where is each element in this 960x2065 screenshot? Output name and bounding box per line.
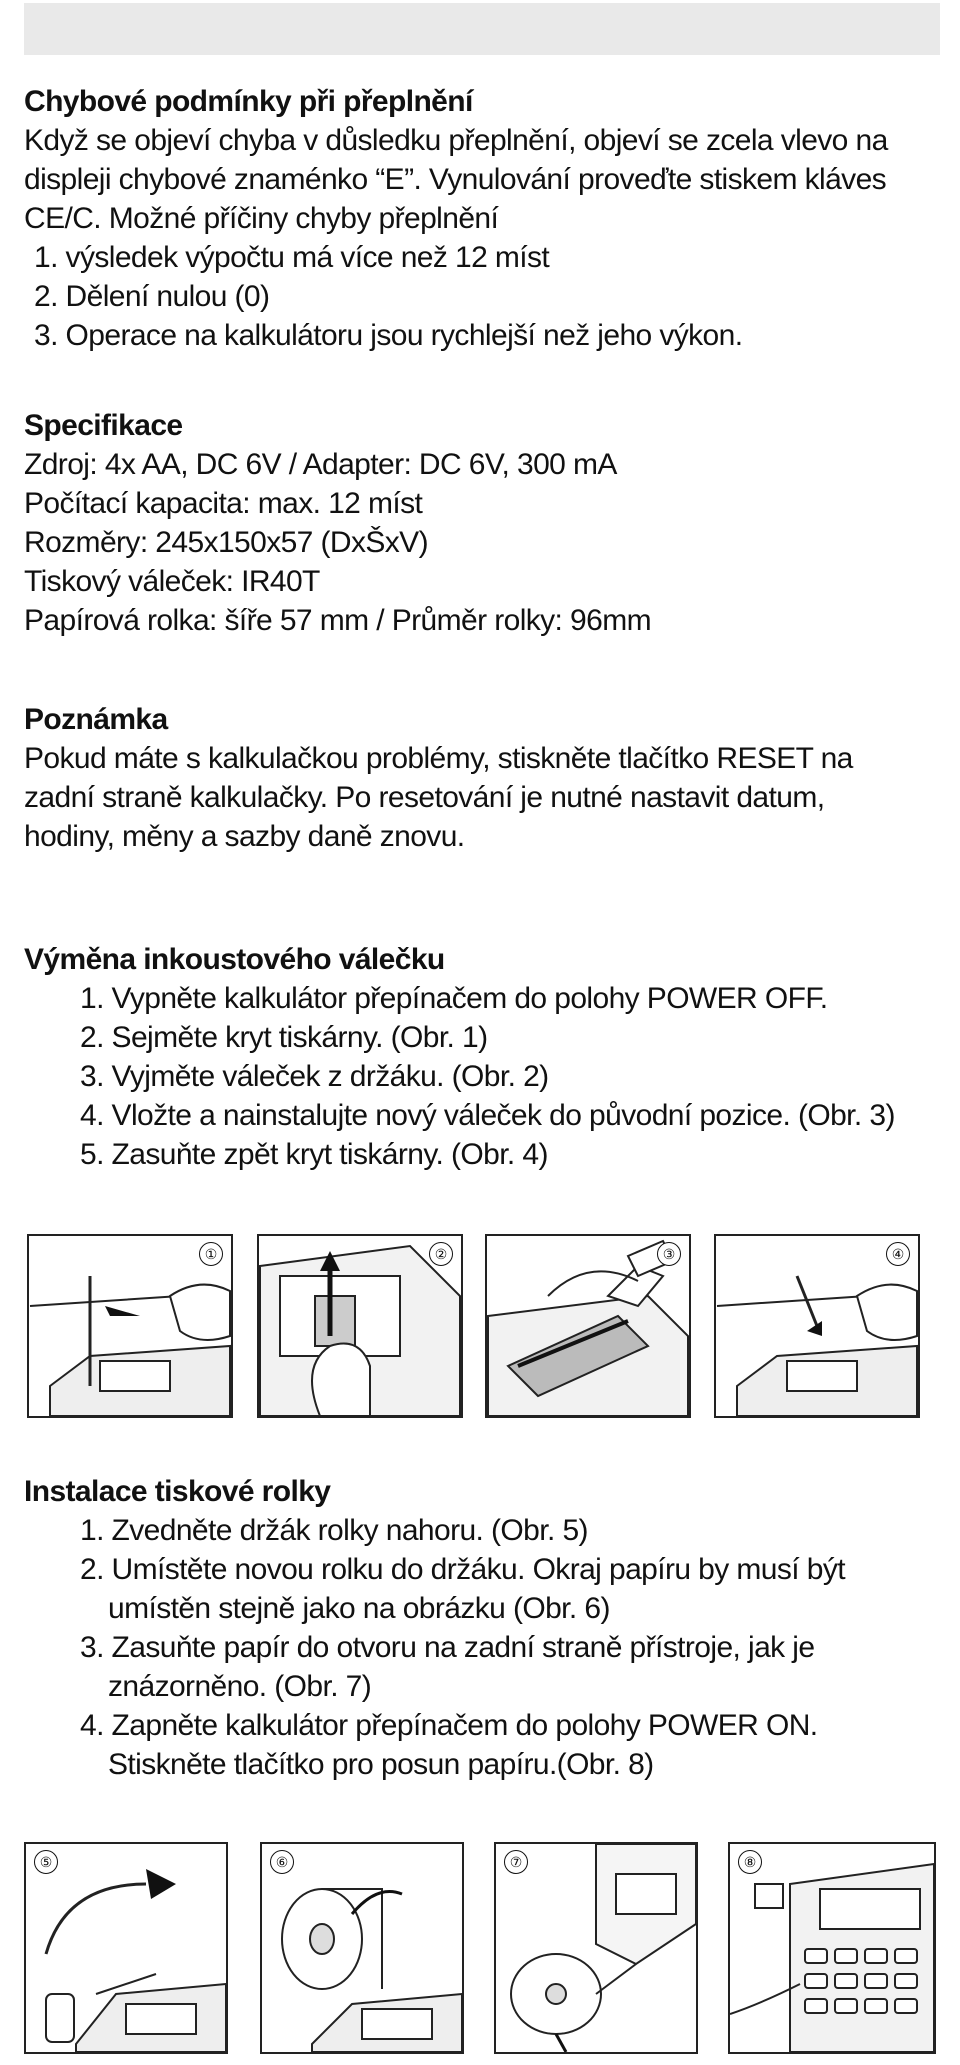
roller-insert-illustration	[487, 1236, 689, 1416]
paragraph-line: CE/C. Možné příčiny chyby přeplnění	[24, 202, 499, 235]
paragraph-line: Když se objeví chyba v důsledku přeplnění, objeví se zcela vlevo na	[24, 124, 888, 157]
spec-line: Počítací kapacita: max. 12 míst	[24, 487, 423, 520]
figure-7	[494, 1842, 698, 2054]
figure-number: ⑧	[738, 1850, 762, 1874]
section-title: Chybové podmínky při přeplnění	[24, 85, 473, 118]
figure-4	[714, 1234, 920, 1418]
figure-3	[485, 1234, 691, 1418]
figure-number: ①	[199, 1242, 223, 1266]
paragraph-line: hodiny, měny a sazby daně znovu.	[24, 820, 465, 853]
section-title: Instalace tiskové rolky	[24, 1475, 331, 1508]
step-item-continued: znázorněno. (Obr. 7)	[108, 1670, 372, 1703]
roll-placement-illustration	[262, 1844, 462, 2052]
step-item: 1. Zvedněte držák rolky nahoru. (Obr. 5)	[80, 1514, 588, 1547]
figure-6	[260, 1842, 464, 2054]
list-item: 2. Dělení nulou (0)	[34, 280, 270, 313]
cover-close-illustration	[716, 1236, 918, 1416]
paragraph-line: Pokud máte s kalkulačkou problémy, stiskněte tlačítko RESET na	[24, 742, 853, 775]
overflow-section	[24, 82, 944, 355]
ink-roller-section	[24, 940, 944, 1174]
step-item: 5. Zasuňte zpět kryt tiskárny. (Obr. 4)	[80, 1138, 548, 1171]
step-item: 4. Vložte a nainstalujte nový váleček do původní pozice. (Obr. 3)	[80, 1099, 895, 1132]
spec-line: Papírová rolka: šíře 57 mm / Průměr rolky: 96mm	[24, 604, 651, 637]
step-item: 3. Zasuňte papír do otvoru na zadní straně přístroje, jak je	[80, 1631, 815, 1664]
paper-feed-illustration	[496, 1844, 696, 2052]
specs-section	[24, 406, 944, 640]
spec-line: Rozměry: 245x150x57 (DxŠxV)	[24, 526, 428, 559]
figure-number: ②	[429, 1242, 453, 1266]
paragraph-line: displeji chybové znaménko “E”. Vynulování proveďte stiskem kláves	[24, 163, 887, 196]
figure-number: ⑥	[270, 1850, 294, 1874]
list-item: 1. výsledek výpočtu má více než 12 míst	[34, 241, 550, 274]
figure-number: ③	[657, 1242, 681, 1266]
roll-holder-illustration	[26, 1844, 226, 2052]
figure-8	[728, 1842, 936, 2054]
calculator-cover-illustration	[29, 1236, 231, 1416]
power-on-keypad-illustration	[730, 1844, 934, 2052]
step-item: 2. Sejměte kryt tiskárny. (Obr. 1)	[80, 1021, 488, 1054]
paper-roll-section	[24, 1472, 944, 1784]
spec-line: Zdroj: 4x AA, DC 6V / Adapter: DC 6V, 300 mA	[24, 448, 617, 481]
step-item: 1. Vypněte kalkulátor přepínačem do polohy POWER OFF.	[80, 982, 828, 1015]
figure-1	[27, 1234, 233, 1418]
section-title: Specifikace	[24, 409, 183, 442]
list-item: 3. Operace na kalkulátoru jsou rychlejší než jeho výkon.	[34, 319, 743, 352]
header-bar	[24, 3, 940, 55]
paragraph-line: zadní straně kalkulačky. Po resetování je nutné nastavit datum,	[24, 781, 825, 814]
figure-5	[24, 1842, 228, 2054]
section-title: Výměna inkoustového válečku	[24, 943, 445, 976]
step-item: 4. Zapněte kalkulátor přepínačem do polohy POWER ON.	[80, 1709, 818, 1742]
figure-number: ④	[886, 1242, 910, 1266]
spec-line: Tiskový váleček: IR40T	[24, 565, 320, 598]
section-title: Poznámka	[24, 703, 168, 736]
figure-2	[257, 1234, 463, 1418]
step-item-continued: Stiskněte tlačítko pro posun papíru.(Obr. 8)	[108, 1748, 654, 1781]
step-item-continued: umístěn stejně jako na obrázku (Obr. 6)	[108, 1592, 610, 1625]
note-section	[24, 700, 944, 856]
figure-number: ⑤	[34, 1850, 58, 1874]
figure-number: ⑦	[504, 1850, 528, 1874]
roller-removal-illustration	[259, 1236, 461, 1416]
step-item: 2. Umístěte novou rolku do držáku. Okraj papíru by musí být	[80, 1553, 845, 1586]
step-item: 3. Vyjměte váleček z držáku. (Obr. 2)	[80, 1060, 549, 1093]
